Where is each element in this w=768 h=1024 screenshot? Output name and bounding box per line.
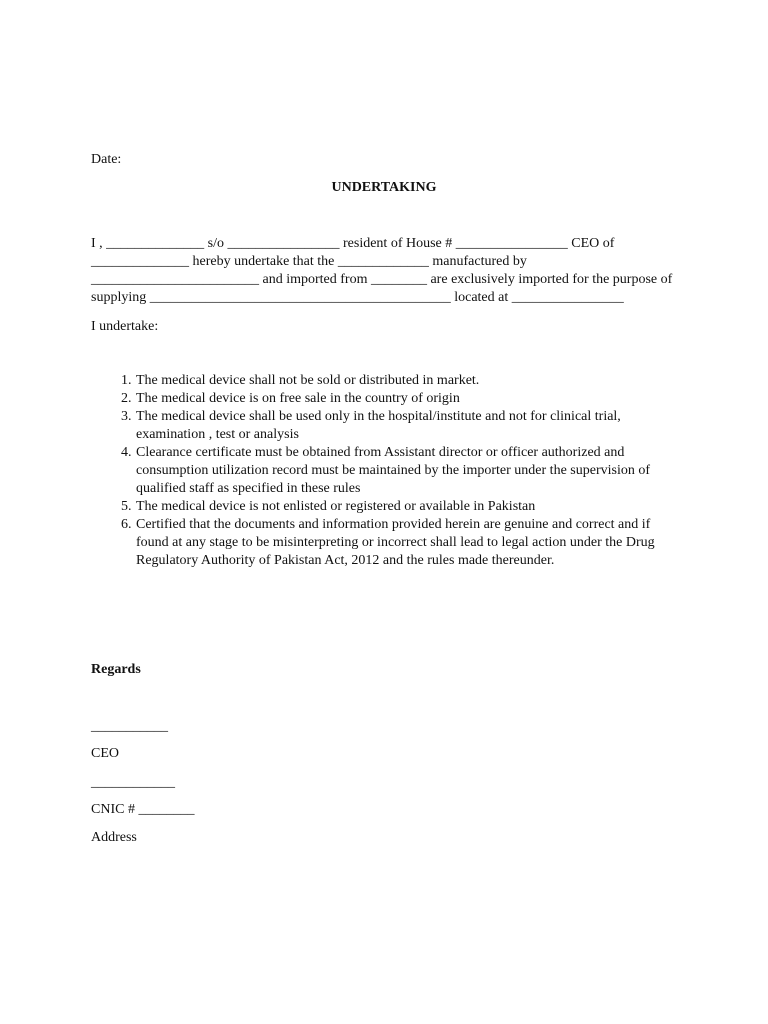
list-item	[91, 498, 671, 516]
paragraph-line: ________________________ and imported from ________ are exclusively imported for the purpose of	[91, 272, 673, 287]
list-number: 6.	[121, 517, 132, 532]
list-item-text: Clearance certificate must be obtained from Assistant director or officer authorized and	[136, 445, 625, 460]
list-item	[91, 444, 671, 498]
paragraph-line: I , ______________ s/o ________________ resident of House # ________________ CEO of	[91, 236, 615, 251]
list-item-text: The medical device is not enlisted or registered or available in Pakistan	[136, 499, 536, 514]
list-number: 4.	[121, 445, 132, 460]
ceo-label: CEO	[91, 746, 119, 761]
address-label: Address	[91, 830, 137, 845]
paragraph-line: ______________ hereby undertake that the _____________ manufactured by	[91, 254, 527, 269]
list-item-text: The medical device shall be used only in the hospital/institute and not for clinical trial,	[136, 409, 621, 424]
document-title: UNDERTAKING	[331, 180, 437, 195]
list-item-text: The medical device shall not be sold or distributed in market.	[136, 373, 480, 388]
regards-label: Regards	[91, 662, 141, 677]
list-item-text: Certified that the documents and information provided herein are genuine and correct and if	[136, 517, 651, 532]
list-number: 1.	[121, 373, 132, 388]
list-number: 3.	[121, 409, 132, 424]
list-item-text: found at any stage to be misinterpreting or incorrect shall lead to legal action under the Drug	[136, 535, 655, 550]
list-item	[91, 516, 671, 570]
list-item-text: examination , test or analysis	[136, 427, 299, 442]
undertaking-paragraph	[91, 235, 681, 307]
intro-text: I undertake:	[91, 319, 159, 334]
signature-line: ___________	[91, 719, 168, 734]
list-item-text: Regulatory Authority of Pakistan Act, 2012 and the rules made thereunder.	[136, 553, 555, 568]
list-item-text: The medical device is on free sale in the country of origin	[136, 391, 460, 406]
list-number: 5.	[121, 499, 132, 514]
date-label: Date:	[91, 152, 122, 167]
list-number: 2.	[121, 391, 132, 406]
paragraph-line: supplying ___________________________________________ located at ________________	[91, 290, 624, 305]
cnic-label: CNIC # ________	[91, 802, 195, 817]
undertaking-list	[91, 372, 671, 570]
list-item	[91, 390, 671, 408]
list-item	[91, 408, 671, 444]
list-item-text: consumption utilization record must be maintained by the importer under the supervision of	[136, 463, 650, 478]
list-item-text: qualified staff as specified in these rules	[136, 481, 361, 496]
list-item	[91, 372, 671, 390]
ceo-name-line: ____________	[91, 775, 175, 790]
